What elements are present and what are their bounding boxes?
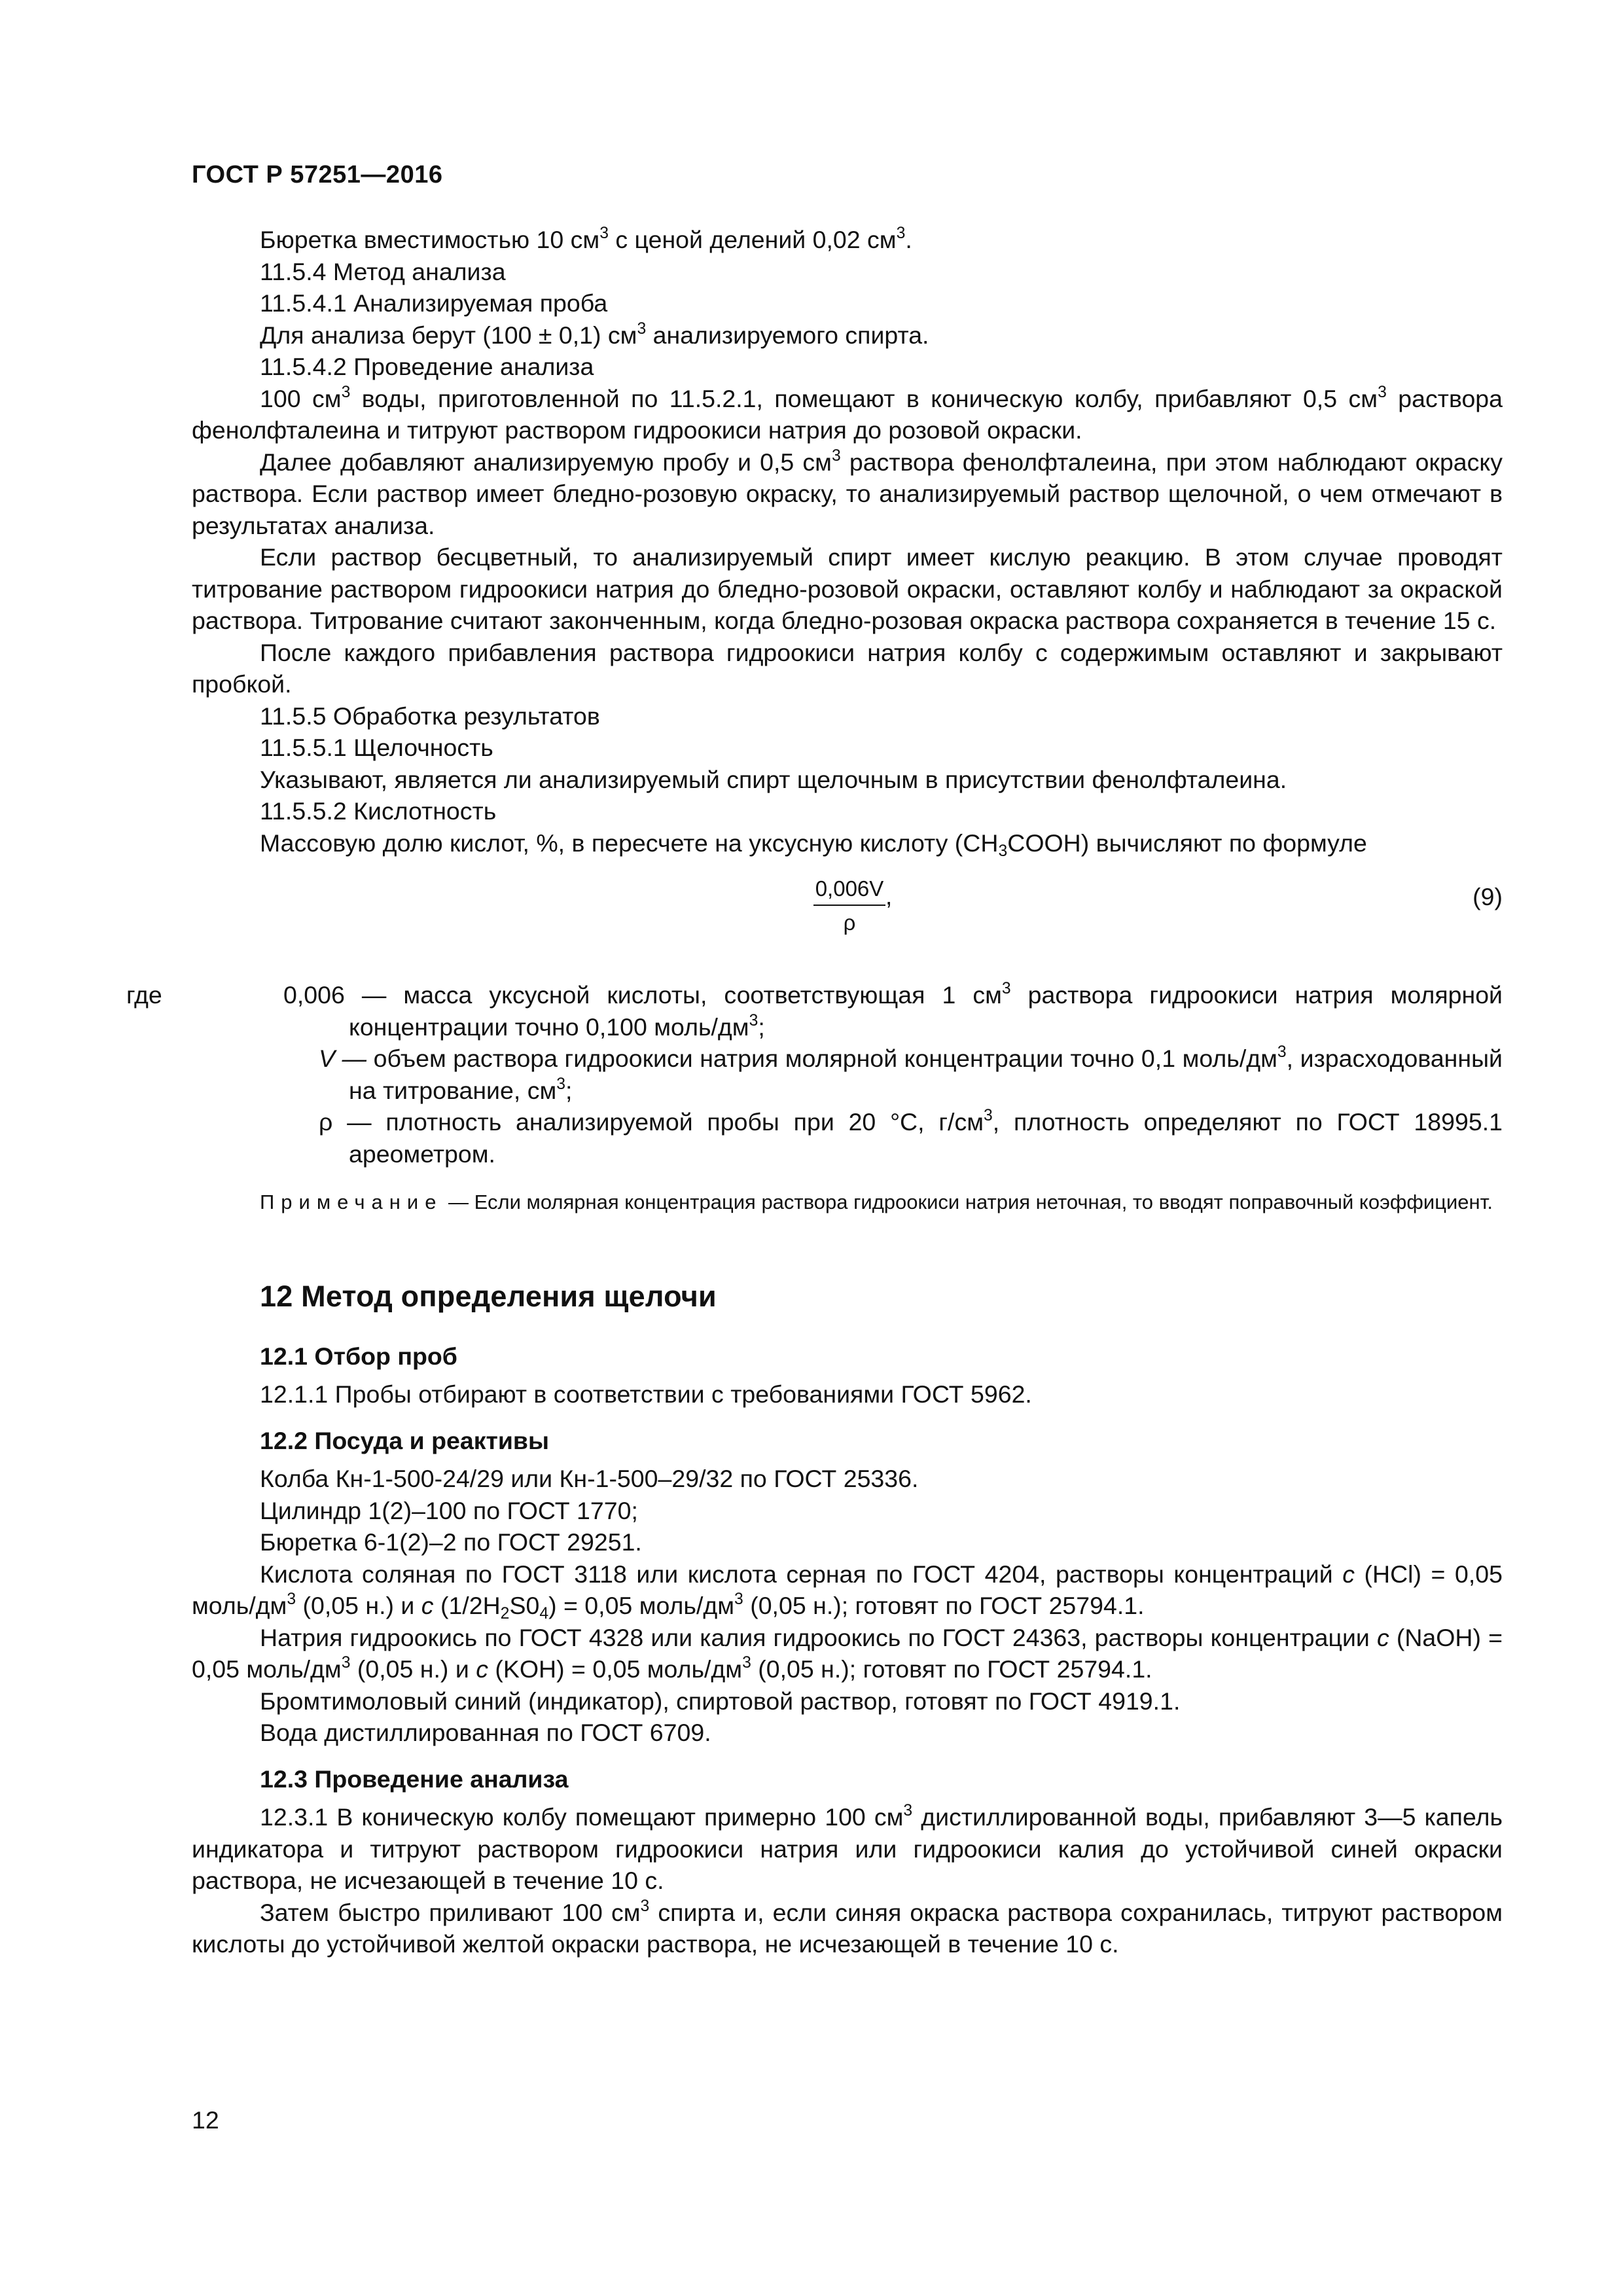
section-12-1-title: 12.1 Отбор проб xyxy=(260,1342,457,1370)
item-burette: Бюретка 6-1(2)–2 по ГОСТ 29251. xyxy=(260,1528,642,1556)
formula-denominator: ρ xyxy=(843,910,856,935)
definition-0006: где 0,006 — масса уксусной кислоты, соответствующая 1 $см^3$ раствора гидроокиси натрия молярной концентрации точно 0,100 моль/$дм^3$; xyxy=(126,980,1503,1041)
body-text xyxy=(126,224,1503,1960)
paragraph-procedure-3: Если раствор бесцветный, то анализируемый спирт имеет кислую реакцию. В этом случае проводят титрование раствором гидроокиси натрия до бледно-розовой окраски, оставляют колбу и наблюдают за окраской раствора. Титрование считают законченным, когда бледно-розовая окраска раствора сохраняется в течение 15 с. xyxy=(192,543,1503,634)
item-acid: Кислота соляная по ГОСТ 3118 или кислота серная по ГОСТ 4204, растворы концентраций c (HCl) = 0,05 моль/$дм^3$ (0,05 н.) и c $(1/2H_2S0_4) = 0,05$ моль/$дм^3$ (0,05 н.); готовят по ГОСТ 25794.1. xyxy=(192,1560,1503,1623)
section-12-title: 12 Метод определения щелочи xyxy=(260,1280,717,1313)
item-cylinder: Цилиндр 1(2)–100 по ГОСТ 1770; xyxy=(260,1496,638,1524)
formula-9 xyxy=(192,876,1503,967)
item-flask: Колба Кн-1-500-24/29 или Кн-1-500–29/32 по ГОСТ 25336. xyxy=(260,1465,919,1492)
item-hydroxide: Натрия гидроокись по ГОСТ 4328 или калия гидроокись по ГОСТ 24363, растворы концентрации c (NaOH) = 0,05 моль/$дм^3$ (0,05 н.) и c (KOH) = 0,05 моль/$дм^3$ (0,05 н.); готовят по ГОСТ 25794.1. xyxy=(192,1623,1503,1683)
clause-11-5-5-1: 11.5.5.1 Щелочность xyxy=(260,734,493,761)
section-12-2-title: 12.2 Посуда и реактивы xyxy=(260,1426,549,1454)
clause-12-3-1: 12.3.1 В коническую колбу помещают примерно 100 $см^3$ дистиллированной воды, прибавляют 3—5 капель индикатора и титруют раствором гидроокиси натрия или гидроокиси калия до устойчивой синей окраски раствора, не исчезающей в течение 10 с. xyxy=(192,1802,1503,1894)
formula-numerator: 0,006V xyxy=(813,876,885,906)
definition-rho: ρ — плотность анализируемой пробы при 20 °С, $г/см^3$, плотность определяют по ГОСТ 18995.1 ареометром. xyxy=(319,1107,1503,1168)
section-12-3-title: 12.3 Проведение анализа xyxy=(260,1765,569,1793)
where-block xyxy=(126,979,1503,1170)
paragraph-alkalinity: Указывают, является ли анализируемый спирт щелочным в присутствии фенолфталеина. xyxy=(260,765,1287,793)
clause-11-5-4-2: 11.5.4.2 Проведение анализа xyxy=(260,353,594,380)
clause-11-5-4-1: 11.5.4.1 Анализируемая проба xyxy=(260,289,608,317)
paragraph-procedure-1: 100 $см^3$ воды, приготовленной по 11.5.2.1, помещают в коническую колбу, прибавляют 0,5 $см^3$ раствора фенолфталеина и титруют раствором гидроокиси натрия до розовой окраски. xyxy=(192,383,1503,444)
document-header: ГОСТ Р 57251—2016 xyxy=(192,161,443,188)
clause-11-5-5-2: 11.5.5.2 Кислотность xyxy=(260,797,497,825)
page-number: 12 xyxy=(192,2106,219,2134)
item-water: Вода дистиллированная по ГОСТ 6709. xyxy=(260,1719,711,1746)
paragraph-sample: Для анализа берут (100 ± 0,1) $см^3$ анализируемого спирта. xyxy=(260,319,929,349)
formula-comma: , xyxy=(885,883,893,910)
paragraph-titration: Затем быстро приливают 100 $см^3$ спирта и, если синяя окраска раствора сохранилась, титруют раствором кислоты до устойчивой желтой окраски раствора, не исчезающей в течение 10 с. xyxy=(192,1897,1503,1958)
formula-fraction xyxy=(813,876,885,937)
paragraph-procedure-4: После каждого прибавления раствора гидроокиси натрия колбу с содержимым оставляют и закрывают пробкой. xyxy=(192,638,1503,698)
paragraph-burette: Бюретка вместимостью 10 $см^3$ с ценой делений 0,02 $см^3$. xyxy=(260,224,912,253)
paragraph-acidity: Массовую долю кислот, %, в пересчете на уксусную кислоту $(CH_3COOH)$ вычисляют по формуле xyxy=(260,829,1367,860)
clause-11-5-4: 11.5.4 Метод анализа xyxy=(260,257,506,285)
clause-11-5-5: 11.5.5 Обработка результатов xyxy=(260,702,600,730)
item-indicator: Бромтимоловый синий (индикатор), спиртовой раствор, готовят по ГОСТ 4919.1. xyxy=(260,1687,1181,1715)
clause-12-1-1: 12.1.1 Пробы отбирают в соответствии с требованиями ГОСТ 5962. xyxy=(260,1380,1032,1408)
definition-v: V — объем раствора гидроокиси натрия молярной концентрации точно 0,1 моль/$дм^3$, израсходованный на титрование, $см^3$; xyxy=(319,1043,1503,1104)
note-label: Примечание xyxy=(260,1191,443,1213)
note xyxy=(192,1188,1503,1217)
note-text: — Если молярная концентрация раствора гидроокиси натрия неточная, то вводят поправочный коэффициент. xyxy=(442,1191,1493,1213)
paragraph-procedure-2: Далее добавляют анализируемую пробу и 0,5 $см^3$ раствора фенолфталеина, при этом наблюдают окраску раствора. Если раствор имеет бледно-розовую окраску, то анализируемый раствор щелочной, о чем отмечают в результатах анализа. xyxy=(192,446,1503,539)
formula-number: (9) xyxy=(1472,883,1503,910)
